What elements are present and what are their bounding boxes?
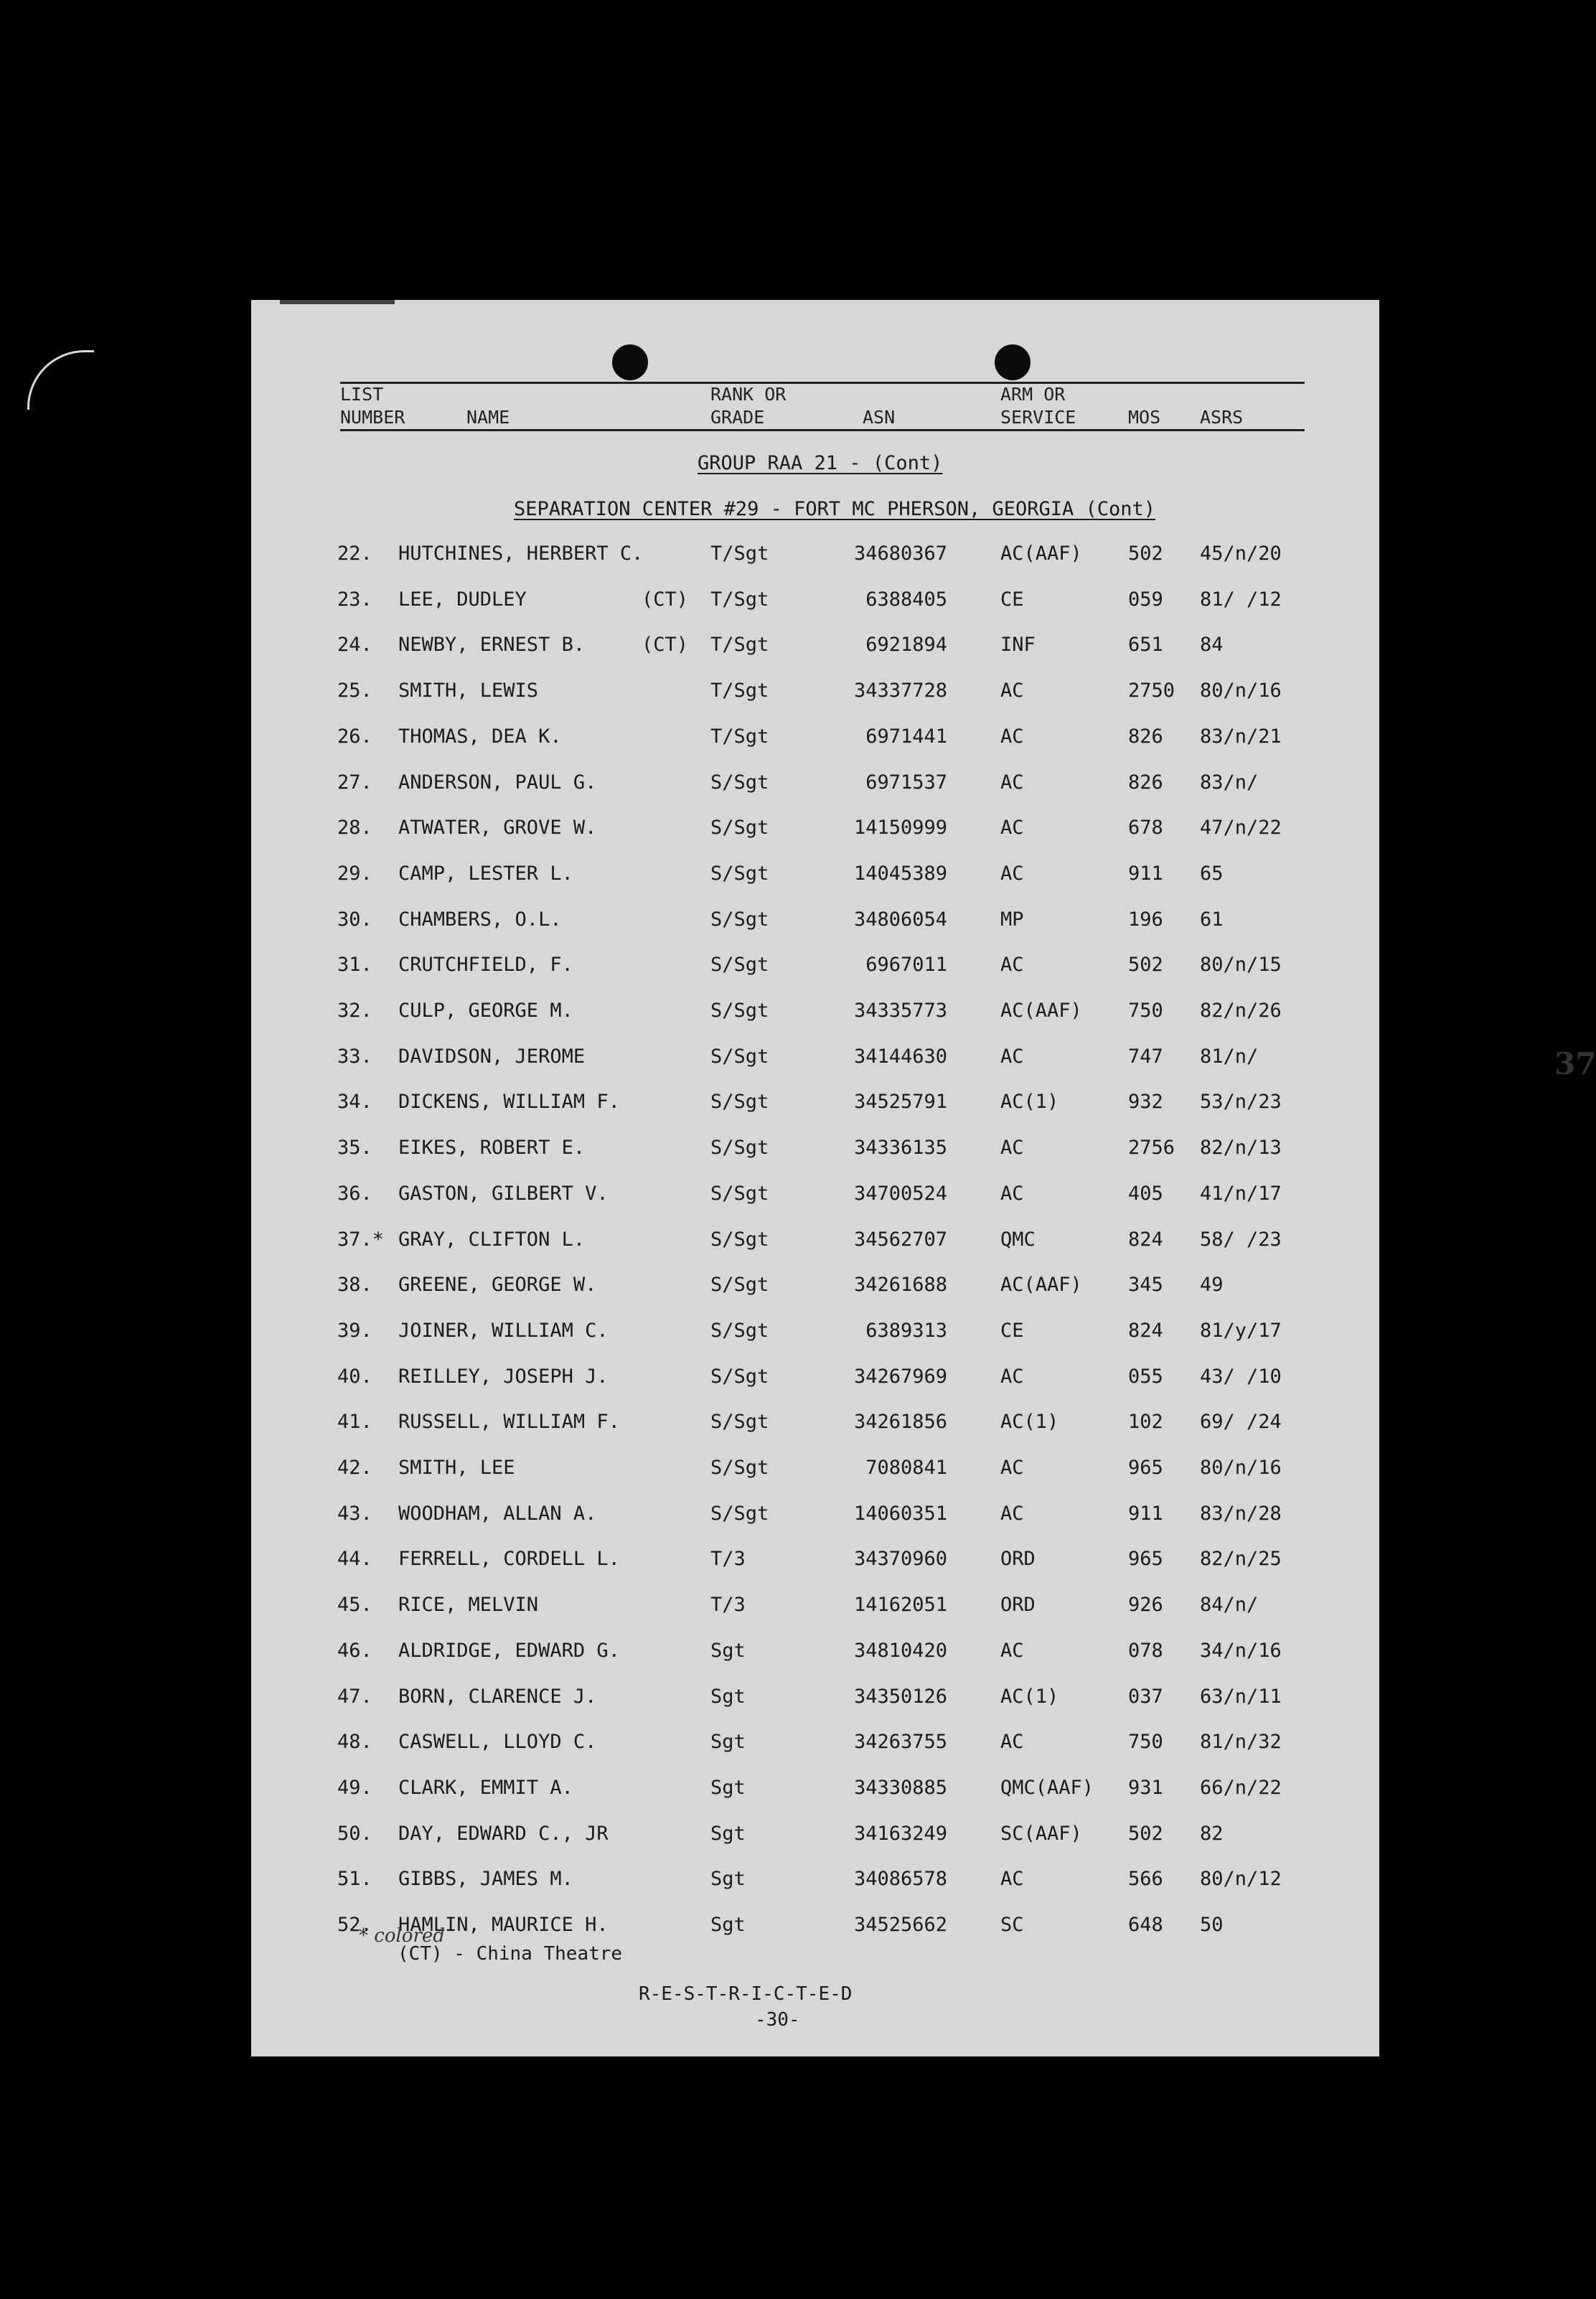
header-list-number: LIST NUMBER bbox=[340, 384, 405, 428]
list-number: 27. bbox=[337, 771, 372, 794]
rank-grade: T/Sgt bbox=[710, 542, 769, 565]
asrs-score: 81/n/32 bbox=[1200, 1731, 1282, 1754]
person-name: GIBBS, JAMES M. bbox=[398, 1868, 573, 1891]
asn-number: 34144630 bbox=[853, 1045, 947, 1068]
arm-service: AC(1) bbox=[1000, 1411, 1059, 1434]
asn-number: 34261688 bbox=[853, 1274, 947, 1297]
asn-number: 6388405 bbox=[865, 588, 947, 611]
list-number: 29. bbox=[337, 862, 372, 885]
rank-grade: Sgt bbox=[710, 1914, 746, 1936]
mos-code: 932 bbox=[1128, 1091, 1163, 1114]
arm-service: AC bbox=[1000, 725, 1024, 748]
arm-service: SC(AAF) bbox=[1000, 1822, 1082, 1845]
asrs-score: 50 bbox=[1200, 1914, 1224, 1936]
mos-code: 2750 bbox=[1128, 680, 1175, 702]
rank-grade: T/Sgt bbox=[710, 634, 769, 657]
table-row bbox=[251, 1503, 1379, 1527]
rank-grade: S/Sgt bbox=[710, 1137, 769, 1160]
asrs-score: 84 bbox=[1200, 634, 1224, 657]
list-number: 44. bbox=[337, 1548, 372, 1571]
asn-number: 34163249 bbox=[853, 1822, 947, 1845]
person-name: JOINER, WILLIAM C. bbox=[398, 1319, 609, 1342]
list-number: 47. bbox=[337, 1685, 372, 1708]
table-row bbox=[251, 1548, 1379, 1572]
rank-grade: S/Sgt bbox=[710, 1045, 769, 1068]
table-row bbox=[251, 725, 1379, 750]
asrs-score: 34/n/16 bbox=[1200, 1639, 1282, 1662]
arm-service: AC(1) bbox=[1000, 1685, 1059, 1708]
asn-number: 34267969 bbox=[853, 1365, 947, 1388]
list-number: 32. bbox=[337, 1000, 372, 1022]
table-row bbox=[251, 1640, 1379, 1664]
rank-grade: Sgt bbox=[710, 1685, 746, 1708]
person-name: THOMAS, DEA K. bbox=[398, 725, 562, 748]
table-row bbox=[251, 1594, 1379, 1618]
asn-number: 34263755 bbox=[853, 1731, 947, 1754]
rank-grade: T/Sgt bbox=[710, 725, 769, 748]
person-name: BORN, CLARENCE J. bbox=[398, 1685, 597, 1708]
list-number: 48. bbox=[337, 1731, 372, 1754]
person-name: CRUTCHFIELD, F. bbox=[398, 954, 573, 977]
rank-grade: Sgt bbox=[710, 1868, 746, 1891]
list-number: 51. bbox=[337, 1868, 372, 1891]
rank-grade: S/Sgt bbox=[710, 1000, 769, 1022]
person-name: CHAMBERS, O.L. bbox=[398, 908, 562, 931]
person-name: RICE, MELVIN bbox=[398, 1594, 539, 1617]
punch-hole-right bbox=[995, 344, 1031, 380]
list-number: 34. bbox=[337, 1091, 372, 1114]
table-row bbox=[251, 1686, 1379, 1710]
mos-code: 747 bbox=[1128, 1045, 1163, 1068]
rank-grade: S/Sgt bbox=[710, 954, 769, 977]
header-mos: MOS bbox=[1128, 407, 1161, 428]
arm-service: AC(AAF) bbox=[1000, 542, 1082, 565]
person-name: ATWATER, GROVE W. bbox=[398, 817, 597, 840]
rank-grade: S/Sgt bbox=[710, 1274, 769, 1297]
list-number: 49. bbox=[337, 1776, 372, 1799]
list-number: 26. bbox=[337, 725, 372, 748]
table-row bbox=[251, 1823, 1379, 1847]
asn-number: 34806054 bbox=[853, 908, 947, 931]
asrs-score: 41/n/17 bbox=[1200, 1182, 1282, 1205]
arm-service: ORD bbox=[1000, 1548, 1036, 1571]
asrs-score: 47/n/22 bbox=[1200, 817, 1282, 840]
mos-code: 055 bbox=[1128, 1365, 1163, 1388]
asrs-score: 80/n/16 bbox=[1200, 1457, 1282, 1479]
table-row bbox=[251, 771, 1379, 796]
person-name: ALDRIDGE, EDWARD G. bbox=[398, 1639, 620, 1662]
rank-grade: S/Sgt bbox=[710, 1457, 769, 1479]
arm-service: AC bbox=[1000, 1365, 1024, 1388]
asrs-score: 53/n/23 bbox=[1200, 1091, 1282, 1114]
asn-number: 34330885 bbox=[853, 1776, 947, 1799]
table-row bbox=[251, 1365, 1379, 1390]
table-row bbox=[251, 1868, 1379, 1892]
rank-grade: S/Sgt bbox=[710, 771, 769, 794]
rank-grade: Sgt bbox=[710, 1776, 746, 1799]
person-name: RUSSELL, WILLIAM F. bbox=[398, 1411, 620, 1434]
mos-code: 911 bbox=[1128, 1502, 1163, 1525]
mos-code: 911 bbox=[1128, 862, 1163, 885]
person-name: EIKES, ROBERT E. bbox=[398, 1137, 586, 1160]
table-row bbox=[251, 1457, 1379, 1481]
list-number: 25. bbox=[337, 680, 372, 702]
table-row bbox=[251, 1228, 1379, 1253]
table-row bbox=[251, 680, 1379, 704]
arm-service: AC bbox=[1000, 1731, 1024, 1754]
arm-service: MP bbox=[1000, 908, 1024, 931]
arm-service: AC bbox=[1000, 954, 1024, 977]
person-name: REILLEY, JOSEPH J. bbox=[398, 1365, 609, 1388]
arm-service: AC bbox=[1000, 862, 1024, 885]
rank-grade: T/Sgt bbox=[710, 680, 769, 702]
asrs-score: 80/n/15 bbox=[1200, 954, 1282, 977]
rank-grade: Sgt bbox=[710, 1822, 746, 1845]
page-number: -30- bbox=[755, 2009, 800, 2031]
asn-number: 34525662 bbox=[853, 1914, 947, 1936]
person-name: NEWBY, ERNEST B. bbox=[398, 634, 586, 657]
person-name: CASWELL, LLOYD C. bbox=[398, 1731, 597, 1754]
list-number: 50. bbox=[337, 1822, 372, 1845]
asrs-score: 81/y/17 bbox=[1200, 1319, 1282, 1342]
mos-code: 648 bbox=[1128, 1914, 1163, 1936]
person-name: CAMP, LESTER L. bbox=[398, 862, 573, 885]
asn-number: 34370960 bbox=[853, 1548, 947, 1571]
rank-grade: S/Sgt bbox=[710, 908, 769, 931]
list-number: 22. bbox=[337, 542, 372, 565]
asrs-score: 69/ /24 bbox=[1200, 1411, 1282, 1434]
arm-service: CE bbox=[1000, 1319, 1024, 1342]
asrs-score: 83/n/ bbox=[1200, 771, 1259, 794]
header-asrs: ASRS bbox=[1200, 407, 1244, 428]
asn-number: 34680367 bbox=[853, 542, 947, 565]
rank-grade: Sgt bbox=[710, 1731, 746, 1754]
asrs-score: 84/n/ bbox=[1200, 1594, 1259, 1617]
asrs-score: 83/n/28 bbox=[1200, 1502, 1282, 1525]
mos-code: 678 bbox=[1128, 817, 1163, 840]
image-artifact bbox=[27, 350, 94, 410]
mos-code: 037 bbox=[1128, 1685, 1163, 1708]
list-number: 36. bbox=[337, 1182, 372, 1205]
arm-service: AC bbox=[1000, 1502, 1024, 1525]
list-number: 39. bbox=[337, 1319, 372, 1342]
asrs-score: 45/n/20 bbox=[1200, 542, 1282, 565]
list-number: 35. bbox=[337, 1137, 372, 1160]
asrs-score: 80/n/16 bbox=[1200, 680, 1282, 702]
rank-grade: S/Sgt bbox=[710, 1411, 769, 1434]
arm-service: AC bbox=[1000, 1868, 1024, 1891]
side-page-number: 37 bbox=[1554, 1046, 1596, 1081]
mos-code: 078 bbox=[1128, 1639, 1163, 1662]
table-row bbox=[251, 908, 1379, 933]
header-asn: ASN bbox=[863, 407, 896, 428]
list-number: 38. bbox=[337, 1274, 372, 1297]
arm-service: INF bbox=[1000, 634, 1036, 657]
mos-code: 566 bbox=[1128, 1868, 1163, 1891]
mos-code: 965 bbox=[1128, 1548, 1163, 1571]
header-rank: RANK OR GRADE bbox=[710, 384, 787, 428]
mos-code: 826 bbox=[1128, 771, 1163, 794]
mos-code: 750 bbox=[1128, 1000, 1163, 1022]
asrs-score: 49 bbox=[1200, 1274, 1224, 1297]
handwritten-note: * colored bbox=[359, 1925, 445, 1947]
table-row bbox=[251, 1320, 1379, 1344]
asn-number: 14162051 bbox=[853, 1594, 947, 1617]
list-number: 24. bbox=[337, 634, 372, 657]
mos-code: 502 bbox=[1128, 1822, 1163, 1845]
table-row bbox=[251, 1411, 1379, 1435]
arm-service: CE bbox=[1000, 588, 1024, 611]
list-number: 43. bbox=[337, 1502, 372, 1525]
arm-service: AC bbox=[1000, 1137, 1024, 1160]
rank-grade: T/Sgt bbox=[710, 588, 769, 611]
table-row bbox=[251, 1000, 1379, 1024]
paper-tear-mark bbox=[280, 300, 395, 304]
group-title: GROUP RAA 21 - (Cont) bbox=[698, 452, 943, 474]
list-number: 31. bbox=[337, 954, 372, 977]
asn-number: 34337728 bbox=[853, 680, 947, 702]
header-arm: ARM OR SERVICE bbox=[1000, 384, 1076, 428]
person-name: LEE, DUDLEY bbox=[398, 588, 527, 611]
asn-number: 6967011 bbox=[865, 954, 947, 977]
list-number: 45. bbox=[337, 1594, 372, 1617]
asn-number: 34525791 bbox=[853, 1091, 947, 1114]
table-row bbox=[251, 1137, 1379, 1161]
mos-code: 965 bbox=[1128, 1457, 1163, 1479]
document-page bbox=[251, 300, 1596, 2056]
person-name: GASTON, GILBERT V. bbox=[398, 1182, 609, 1205]
asrs-score: 61 bbox=[1200, 908, 1224, 931]
mos-code: 2756 bbox=[1128, 1137, 1175, 1160]
arm-service: AC bbox=[1000, 817, 1024, 840]
table-row bbox=[251, 1183, 1379, 1207]
mos-code: 059 bbox=[1128, 588, 1163, 611]
mos-code: 824 bbox=[1128, 1319, 1163, 1342]
header-name: NAME bbox=[466, 407, 510, 428]
rank-grade: S/Sgt bbox=[710, 1502, 769, 1525]
arm-service: AC(AAF) bbox=[1000, 1274, 1082, 1297]
asn-number: 34350126 bbox=[853, 1685, 947, 1708]
arm-service: SC bbox=[1000, 1914, 1024, 1936]
arm-service: AC bbox=[1000, 1045, 1024, 1068]
list-number: 46. bbox=[337, 1639, 372, 1662]
asrs-score: 81/n/ bbox=[1200, 1045, 1259, 1068]
rank-grade: Sgt bbox=[710, 1639, 746, 1662]
table-row bbox=[251, 817, 1379, 841]
asrs-score: 80/n/12 bbox=[1200, 1868, 1282, 1891]
rank-grade: T/3 bbox=[710, 1548, 746, 1571]
mos-code: 826 bbox=[1128, 725, 1163, 748]
asn-number: 14045389 bbox=[853, 862, 947, 885]
asn-number: 34335773 bbox=[853, 1000, 947, 1022]
rank-grade: S/Sgt bbox=[710, 1365, 769, 1388]
table-row bbox=[251, 862, 1379, 887]
asrs-score: 82/n/13 bbox=[1200, 1137, 1282, 1160]
table-row bbox=[251, 1091, 1379, 1115]
person-name: FERRELL, CORDELL L. bbox=[398, 1548, 620, 1571]
list-number: 40. bbox=[337, 1365, 372, 1388]
person-name: DICKENS, WILLIAM F. bbox=[398, 1091, 620, 1114]
theatre-mark: (CT) bbox=[642, 588, 689, 611]
mos-code: 196 bbox=[1128, 908, 1163, 931]
list-number: 23. bbox=[337, 588, 372, 611]
mos-code: 750 bbox=[1128, 1731, 1163, 1754]
rank-grade: S/Sgt bbox=[710, 1182, 769, 1205]
asn-number: 6971537 bbox=[865, 771, 947, 794]
arm-service: QMC bbox=[1000, 1228, 1036, 1251]
mos-code: 345 bbox=[1128, 1274, 1163, 1297]
asrs-score: 82/n/26 bbox=[1200, 1000, 1282, 1022]
person-name: ANDERSON, PAUL G. bbox=[398, 771, 597, 794]
asn-number: 6971441 bbox=[865, 725, 947, 748]
rank-grade: T/3 bbox=[710, 1594, 746, 1617]
asrs-score: 82/n/25 bbox=[1200, 1548, 1282, 1571]
arm-service: AC(AAF) bbox=[1000, 1000, 1082, 1022]
list-number: 28. bbox=[337, 817, 372, 840]
person-name: HUTCHINES, HERBERT C. bbox=[398, 542, 644, 565]
asrs-score: 81/ /12 bbox=[1200, 588, 1282, 611]
separation-center-title: SEPARATION CENTER #29 - FORT MC PHERSON, GEORGIA (Cont) bbox=[514, 498, 1156, 520]
header-bottom-rule bbox=[340, 429, 1305, 431]
list-number: 30. bbox=[337, 908, 372, 931]
table-row bbox=[251, 1731, 1379, 1755]
asn-number: 14150999 bbox=[853, 817, 947, 840]
asrs-score: 82 bbox=[1200, 1822, 1224, 1845]
list-number: 41. bbox=[337, 1411, 372, 1434]
arm-service: QMC(AAF) bbox=[1000, 1776, 1094, 1799]
mos-code: 824 bbox=[1128, 1228, 1163, 1251]
arm-service: AC bbox=[1000, 1457, 1024, 1479]
arm-service: AC(1) bbox=[1000, 1091, 1059, 1114]
mos-code: 405 bbox=[1128, 1182, 1163, 1205]
person-name: CLARK, EMMIT A. bbox=[398, 1776, 573, 1799]
arm-service: ORD bbox=[1000, 1594, 1036, 1617]
rank-grade: S/Sgt bbox=[710, 1319, 769, 1342]
asrs-score: 66/n/22 bbox=[1200, 1776, 1282, 1799]
arm-service: AC bbox=[1000, 771, 1024, 794]
asrs-score: 83/n/21 bbox=[1200, 725, 1282, 748]
asn-number: 34700524 bbox=[853, 1182, 947, 1205]
rank-grade: S/Sgt bbox=[710, 862, 769, 885]
person-name: CULP, GEORGE M. bbox=[398, 1000, 573, 1022]
table-row bbox=[251, 588, 1379, 613]
person-name: DAY, EDWARD C., JR bbox=[398, 1822, 609, 1845]
person-name: SMITH, LEE bbox=[398, 1457, 515, 1479]
mos-code: 502 bbox=[1128, 542, 1163, 565]
punch-hole-left bbox=[612, 344, 648, 380]
table-row bbox=[251, 954, 1379, 978]
asn-number: 34810420 bbox=[853, 1639, 947, 1662]
asrs-score: 65 bbox=[1200, 862, 1224, 885]
asn-number: 34086578 bbox=[853, 1868, 947, 1891]
list-number: 52. bbox=[337, 1914, 372, 1936]
mos-code: 931 bbox=[1128, 1776, 1163, 1799]
table-row bbox=[251, 542, 1379, 567]
arm-service: AC bbox=[1000, 1182, 1024, 1205]
asrs-score: 43/ /10 bbox=[1200, 1365, 1282, 1388]
footnote: (CT) - China Theatre bbox=[398, 1943, 623, 1965]
list-number: 33. bbox=[337, 1045, 372, 1068]
list-number: 37.* bbox=[337, 1228, 385, 1251]
asn-number: 6389313 bbox=[865, 1319, 947, 1342]
asn-number: 7080841 bbox=[865, 1457, 947, 1479]
asn-number: 6921894 bbox=[865, 634, 947, 657]
table-row bbox=[251, 1274, 1379, 1298]
table-row bbox=[251, 634, 1379, 658]
arm-service: AC bbox=[1000, 1639, 1024, 1662]
mos-code: 502 bbox=[1128, 954, 1163, 977]
person-name: SMITH, LEWIS bbox=[398, 680, 539, 702]
person-name: GREENE, GEORGE W. bbox=[398, 1274, 597, 1297]
table-row bbox=[251, 1045, 1379, 1070]
mos-code: 651 bbox=[1128, 634, 1163, 657]
asrs-score: 58/ /23 bbox=[1200, 1228, 1282, 1251]
table-row bbox=[251, 1777, 1379, 1801]
rank-grade: S/Sgt bbox=[710, 817, 769, 840]
restricted-marking: R-E-S-T-R-I-C-T-E-D bbox=[639, 1983, 853, 2005]
asn-number: 34562707 bbox=[853, 1228, 947, 1251]
theatre-mark: (CT) bbox=[642, 634, 689, 657]
person-name: GRAY, CLIFTON L. bbox=[398, 1228, 586, 1251]
header-top-rule bbox=[340, 382, 1305, 384]
asrs-score: 63/n/11 bbox=[1200, 1685, 1282, 1708]
arm-service: AC bbox=[1000, 680, 1024, 702]
person-name: DAVIDSON, JEROME bbox=[398, 1045, 586, 1068]
mos-code: 102 bbox=[1128, 1411, 1163, 1434]
asn-number: 14060351 bbox=[853, 1502, 947, 1525]
asn-number: 34261856 bbox=[853, 1411, 947, 1434]
person-name: WOODHAM, ALLAN A. bbox=[398, 1502, 597, 1525]
mos-code: 926 bbox=[1128, 1594, 1163, 1617]
rank-grade: S/Sgt bbox=[710, 1228, 769, 1251]
rank-grade: S/Sgt bbox=[710, 1091, 769, 1114]
person-name: HAMLIN, MAURICE H. bbox=[398, 1914, 609, 1936]
list-number: 42. bbox=[337, 1457, 372, 1479]
asn-number: 34336135 bbox=[853, 1137, 947, 1160]
